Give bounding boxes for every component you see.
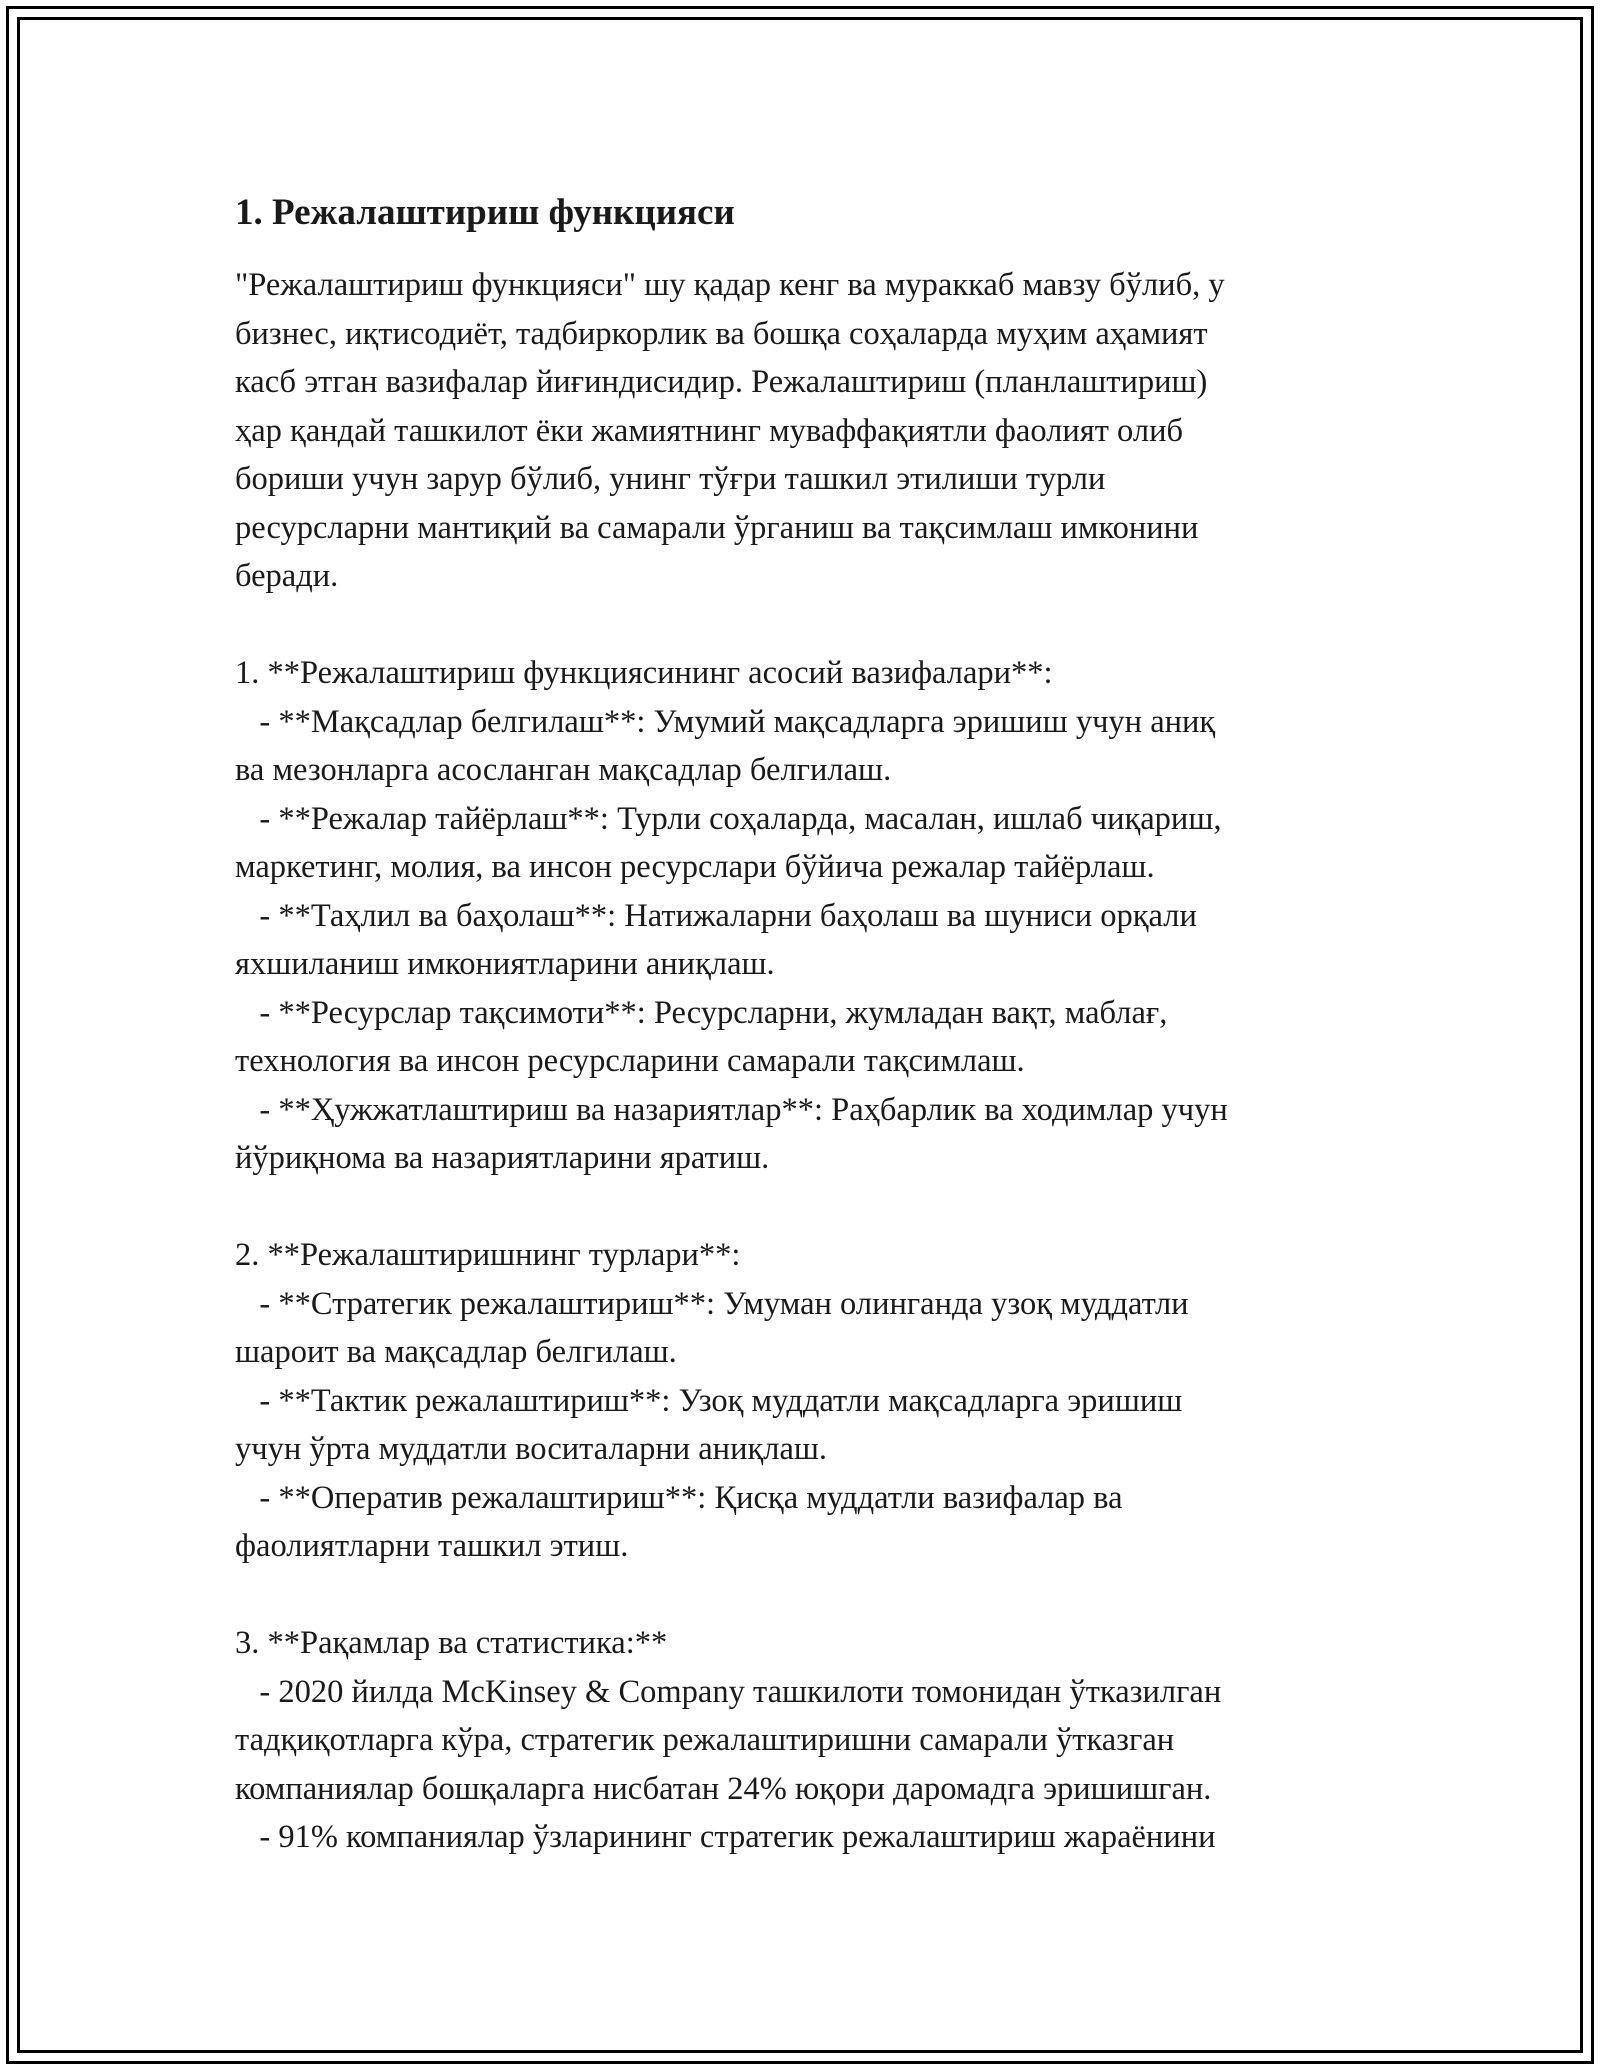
- document-body: "Режалаштириш функцияси" шу қадар кенг ва мураккаб мавзу бўлиб, у бизнес, иқтисодиёт, тадбиркорлик ва бошқа соҳаларда муҳим аҳамият касб этган вазифалар йиғиндисидир. Режалаштириш (планлаштириш) ҳар қандай ташкилот ёки жамиятнинг муваффақиятли фаолият олиб бориши учун зарур бўлиб, унинг тўғри ташкил этилиши турли ресурсларни мантиқий ва самарали ўрганиш ва тақсимлаш имконини беради. 1. **Режалаштириш функциясининг асосий вазифалари**: - **Мақсадлар белгилаш**: Умумий мақсадларга эришиш учун аниқ ва мезонларга асосланган мақсадлар белгилаш. - **Режалар тайёрлаш**: Турли соҳаларда, масалан, ишлаб чиқариш, маркетинг, молия, ва инсон ресурслари бўйича режалар тайёрлаш. - **Таҳлил ва баҳолаш**: Натижаларни баҳолаш ва шуниси орқали яхшиланиш имкониятларини аниқлаш. - **Ресурслар тақсимоти**: Ресурсларни, жумладан вақт, маблағ, технология ва инсон ресурсларини самарали тақсимлаш. - **Ҳужжатлаштириш ва назариятлар**: Раҳбарлик ва ходимлар учун йўриқнома ва назариятларини яратиш. 2. **Режалаштиришнинг турлари**: - **Стратегик режалаштириш**: Умуман олинганда узоқ муддатли шароит ва мақсадлар белгилаш. - **Тактик режалаштириш**: Узоқ муддатли мақсадларга эришиш учун ўрта муддатли воситаларни аниқлаш. - **Оператив режалаштириш**: Қисқа муддатли вазифалар ва фаолиятларни ташкил этиш. 3. **Рақамлар ва статистика:** - 2020 йилда McKinsey & Company ташкилоти томонидан ўтказилган тадқиқотларга кўра, стратегик режалаштиришни самарали ўтказган компаниялар бошқаларга нисбатан 24% юқори даромадга эришишган. - 91% компаниялар ўзларининг стратегик режалаштириш жараёнини: [235, 267, 1228, 1855]
- document-content: [235, 185, 1405, 1862]
- document-title: 1. Режалаштириш функцияси: [235, 192, 735, 233]
